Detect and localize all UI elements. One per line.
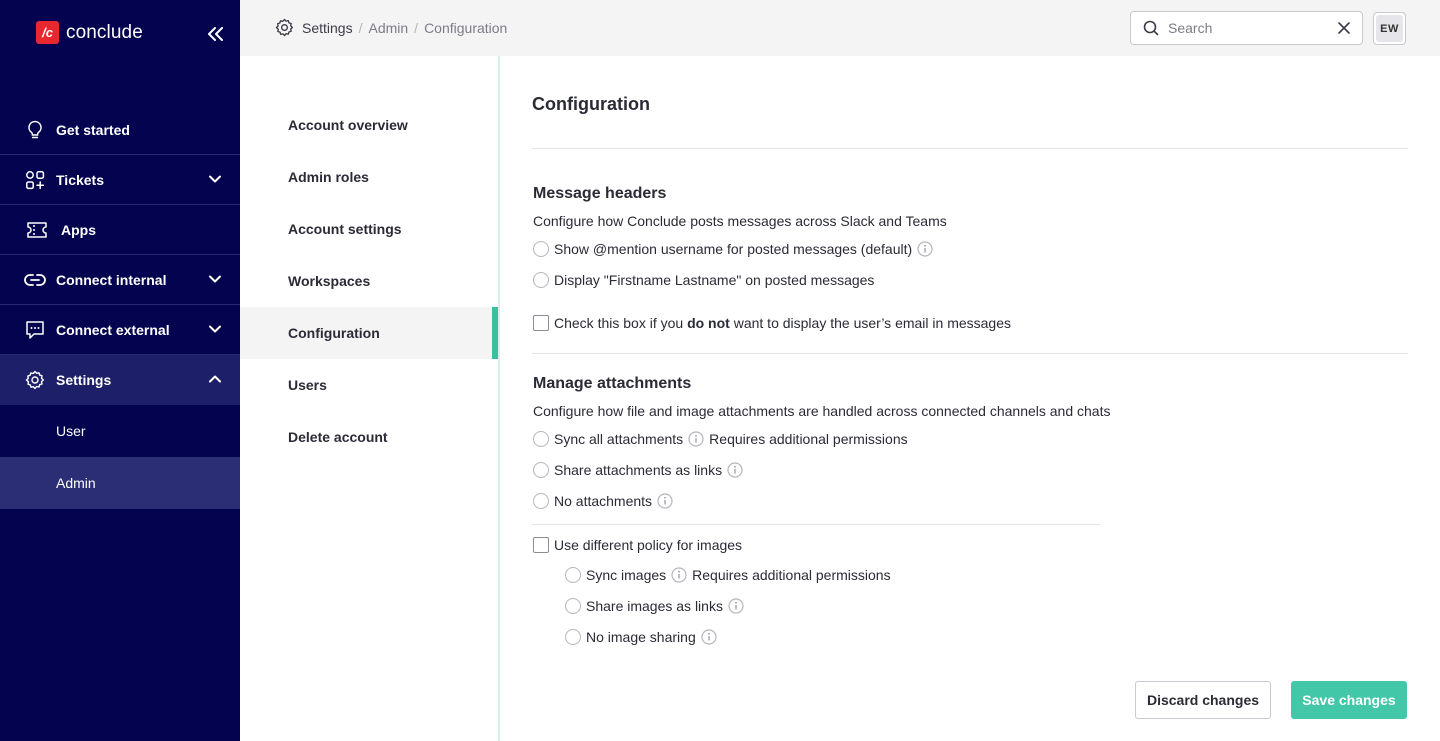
radio-no-attachments[interactable] [533, 493, 678, 509]
option-label: No attachments [554, 493, 653, 509]
radio-no-image-sharing[interactable] [565, 629, 722, 645]
info-icon[interactable] [727, 462, 743, 478]
radio-button[interactable] [565, 598, 581, 614]
manage-attachments-title: Manage attachments [533, 375, 692, 392]
option-label: Sync all attachments [554, 431, 684, 447]
subnav-configuration[interactable]: Configuration [240, 307, 498, 359]
breadcrumb-separator: / [414, 19, 419, 36]
subitem-label: User [56, 423, 86, 439]
chevron-down-icon [208, 172, 222, 186]
gear-icon [275, 18, 294, 37]
save-changes-button[interactable]: Save changes [1291, 681, 1407, 719]
option-note: Requires additional permissions [692, 567, 891, 583]
radio-button[interactable] [533, 431, 549, 447]
subnav-account-settings[interactable]: Account settings [288, 221, 402, 237]
radio-share-images-links[interactable] [565, 598, 749, 614]
message-headers-title: Message headers [533, 185, 667, 202]
link-icon [24, 269, 46, 291]
radio-button[interactable] [565, 629, 581, 645]
admin-subnav [240, 56, 500, 741]
search-input[interactable] [1168, 20, 1328, 36]
option-label: Share images as links [586, 598, 723, 614]
radio-display-full-name[interactable] [533, 272, 874, 288]
clear-search-button[interactable] [1337, 21, 1351, 35]
subnav-users[interactable]: Users [288, 377, 327, 393]
info-icon[interactable] [688, 431, 704, 447]
radio-button[interactable] [565, 567, 581, 583]
breadcrumb-separator: / [358, 19, 363, 36]
tickets-grid-icon [24, 169, 46, 191]
option-label: No image sharing [586, 629, 696, 645]
page-title: Configuration [532, 94, 650, 114]
subitem-label: Admin [56, 475, 96, 491]
checkbox-label-before: Check this box if you [554, 315, 688, 331]
divider [532, 353, 1408, 354]
sidebar-subitem-admin[interactable] [0, 457, 240, 509]
radio-sync-images[interactable] [565, 567, 891, 583]
brand[interactable] [36, 21, 143, 44]
sidebar [0, 0, 240, 741]
option-label: Display "Firstname Lastname" on posted messages [554, 272, 875, 288]
checkbox[interactable] [533, 537, 549, 553]
checkbox-different-image-policy[interactable] [533, 537, 742, 553]
chat-bubble-icon [24, 319, 46, 341]
info-icon[interactable] [917, 241, 933, 257]
checkbox-label-after: want to display the user’s email in messages [729, 315, 1012, 331]
nav-label: Get started [56, 121, 130, 138]
nav-label: Tickets [56, 171, 104, 188]
nav-label: Connect external [56, 321, 170, 338]
nav-item-tickets[interactable] [0, 155, 240, 205]
checkbox-hide-email[interactable] [533, 315, 1011, 331]
info-icon[interactable] [728, 598, 744, 614]
checkbox[interactable] [533, 315, 549, 331]
nav-label: Apps [61, 221, 96, 238]
chevron-up-icon [208, 372, 222, 386]
subnav-workspaces[interactable]: Workspaces [288, 273, 371, 289]
chevron-down-icon [208, 272, 222, 286]
radio-button[interactable] [533, 272, 549, 288]
nav-item-get-started[interactable] [0, 105, 240, 155]
avatar[interactable] [1373, 12, 1406, 45]
radio-sync-all-attachments[interactable] [533, 431, 908, 447]
collapse-sidebar-button[interactable] [204, 22, 228, 46]
info-icon[interactable] [701, 629, 717, 645]
nav-label: Settings [56, 371, 112, 388]
brand-name: conclude [66, 21, 143, 43]
radio-share-attachments-links[interactable] [533, 462, 748, 478]
breadcrumb-admin[interactable]: Admin [368, 19, 409, 36]
close-icon [1337, 21, 1351, 35]
info-icon[interactable] [657, 493, 673, 509]
checkbox-label: Use different policy for images [554, 537, 743, 553]
subnav-delete-account[interactable]: Delete account [288, 429, 388, 445]
topbar [240, 0, 1440, 56]
double-chevron-left-icon [207, 27, 225, 41]
discard-changes-button[interactable]: Discard changes [1135, 681, 1271, 719]
sidebar-subitem-user[interactable] [0, 405, 240, 457]
nav-label: Connect internal [56, 271, 167, 288]
lightbulb-icon [24, 119, 46, 141]
breadcrumb-settings[interactable]: Settings [302, 19, 353, 36]
brand-logo: /c [36, 21, 59, 44]
radio-button[interactable] [533, 462, 549, 478]
divider [532, 148, 1408, 149]
divider [532, 524, 1100, 525]
option-note: Requires additional permissions [709, 431, 908, 447]
subnav-admin-roles[interactable]: Admin roles [288, 169, 369, 185]
radio-button[interactable] [533, 241, 549, 257]
subnav-account-overview[interactable]: Account overview [288, 117, 408, 133]
checkbox-label [554, 315, 1011, 331]
checkbox-label-bold: do not [687, 315, 730, 331]
search-icon [1143, 20, 1159, 36]
info-icon[interactable] [671, 567, 687, 583]
apps-ticket-icon [26, 219, 48, 241]
nav-item-connect-external[interactable] [0, 305, 240, 355]
breadcrumb [275, 18, 507, 37]
nav-item-apps[interactable] [0, 205, 240, 255]
gear-icon [24, 369, 46, 391]
chevron-down-icon [208, 322, 222, 336]
nav-item-connect-internal[interactable] [0, 255, 240, 305]
search-box[interactable] [1130, 11, 1363, 45]
breadcrumb-configuration: Configuration [424, 19, 508, 36]
radio-show-mention-username[interactable] [533, 241, 938, 257]
nav-item-settings[interactable] [0, 355, 240, 405]
manage-attachments-description: Configure how file and image attachments are handled across connected channels and chats [533, 403, 1111, 419]
avatar-initials: EW [1376, 15, 1403, 42]
option-label: Sync images [586, 567, 667, 583]
main-nav [0, 105, 240, 509]
message-headers-description: Configure how Conclude posts messages across Slack and Teams [533, 213, 947, 229]
option-label: Show @mention username for posted messages (default) [554, 241, 913, 257]
radio-button[interactable] [533, 493, 549, 509]
option-label: Share attachments as links [554, 462, 723, 478]
